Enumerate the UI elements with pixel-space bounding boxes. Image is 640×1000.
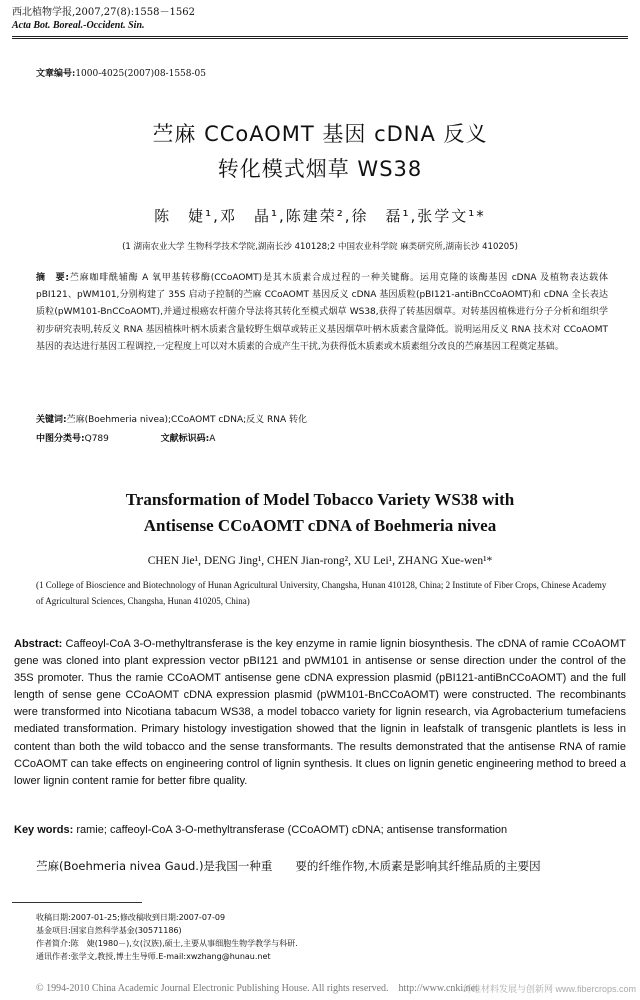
- en-abstract-label: Abstract:: [14, 638, 63, 650]
- watermark: 纤维材料发展与创新网 www.fibercrops.com: [462, 984, 636, 994]
- article-number-value: 1000-4025(2007)08-1558-05: [75, 69, 206, 79]
- header-rule-1: [12, 36, 628, 37]
- en-title-line2: Antisense CCoAOMT cDNA of Boehmeria nivea: [143, 516, 497, 535]
- cn-title-line1: 苎麻 CCoAOMT 基因 cDNA 反义: [152, 122, 488, 146]
- header-rule-2: [12, 38, 628, 39]
- cn-abstract-text: 苎麻咖啡酰辅酶 A 氧甲基转移酶(CCoAOMT)是其木质素合成过程的一种关键酶。运用克隆的该酶基因 cDNA 及植物表达载体 pBI121、pWM101,分别构建了 35S 启动子控制的苎麻 CCoAOMT 基因反义 cDNA 基因质粒(pBI121-antiBnCCoAOMT)和 cDNA 全长表达质粒(pWM101-BnCCoAOMT),并通过根癌农杆菌介导法将其转化至模式烟草 WS38,获得了转基因烟草。对转基因植株进行分子分析和组织学初步研究表明,转反义 RNA 基因植株叶柄木质素含量较野生烟草或转正义基因烟草叶柄木质素含量降低。说明运用反义 RNA 技术对 CCoAOMT 基因的表达进行基因工程调控,一定程度上可以对木质素的合成产生干扰,为获得低木质素或木质素组分改良的苎麻基因工程奠定基础。: [36, 273, 608, 352]
- cn-abstract: [36, 270, 608, 356]
- footnote-corresponding: 通讯作者:张学文,教授,博士生导师.E-mail:xwzhang@hunau.net: [36, 952, 271, 961]
- en-abstract-text: Caffeoyl-CoA 3-O-methyltransferase is the key enzyme in ramie lignin biosynthesis. The cDNA of ramie CCoAOMT gene was cloned into plant expression vector pBI121 and pWM101 in antisense or sense direction under the control of the 35S promoter. Thus the ramie CCoAOMT antisense gene cDNA expression plasmid (pBI121-antiBnCCoAOMT) and the full length of sense gene CCoAOMT cDNA expression plasmid (pWM101-BnCCoAOMT) were constructed. The recombinants were transformed into Nicotiana tabacum WS38, a model tobacco variety for lignin research, via Agrobacterium tumefaciens mediated transformation. Primary histology investigation showed that the lignin in leafstalk of transgenic plantlets is less in content than both the wild tobacco and the sense transformants. The results demonstrated that the antisense RNA of ramie CCoAOMT can take effects on engineering control of lignin synthesis. It clues on lignin genetic engineering method to breed a lower lignin content ramie for better fibre quality.: [14, 638, 626, 787]
- en-authors: CHEN Jie¹, DENG Jing¹, CHEN Jian-rong², XU Lei¹, ZHANG Xue-wen¹*: [147, 555, 493, 567]
- article-number-label: 文章编号:: [36, 69, 76, 79]
- journal-en: Acta Bot. Boreal.-Occident. Sin.: [12, 20, 145, 31]
- en-keywords-text: ramie; caffeoyl-CoA 3-O-methyltransferase (CCoAOMT) cDNA; antisense transformation: [76, 824, 508, 836]
- en-keywords: [14, 824, 626, 836]
- footnote-author: 作者简介:陈 婕(1980－),女(汉族),硕士,主要从事细胞生物学教学与科研.: [36, 939, 298, 948]
- footnote-received: 收稿日期:2007-01-25;修改稿收到日期:2007-07-09: [36, 913, 226, 922]
- en-title-line1: Transformation of Model Tobacco Variety WS38 with: [125, 490, 515, 509]
- cn-abstract-label: 摘 要:: [36, 273, 70, 283]
- copyright-line: © 1994-2010 China Academic Journal Electronic Publishing House. All rights reserved. http://www.cnki.net: [36, 983, 478, 994]
- cn-doc-label: 文献标识码:: [160, 434, 210, 444]
- en-keywords-label: Key words:: [14, 824, 74, 836]
- cn-authors: 陈 婕¹,邓 晶¹,陈建荣²,徐 磊¹,张学文¹*: [154, 207, 486, 225]
- cn-keywords-label: 关键词:: [36, 415, 67, 425]
- cn-title-line2: 转化模式烟草 WS38: [217, 157, 423, 181]
- journal-cn: 西北植物学报,2007,27(8):1558－1562: [12, 7, 195, 18]
- journal-header: [12, 6, 195, 32]
- en-abstract: [14, 636, 626, 790]
- cn-class-label: 中图分类号:: [36, 434, 85, 444]
- body-text-start: 苎麻(Boehmeria nivea Gaud.)是我国一种重 要的纤维作物,木质素是影响其纤维品质的主要因: [36, 859, 541, 873]
- cn-keywords-text: 苎麻(Boehmeria nivea);CCoAOMT cDNA;反义 RNA 转化: [66, 415, 307, 425]
- article-number: [36, 66, 206, 79]
- cn-affiliation: (1 湖南农业大学 生物科学技术学院,湖南长沙 410128;2 中国农业科学院 麻类研究所,湖南长沙 410205): [122, 242, 518, 252]
- cn-class-value: Q789: [84, 434, 109, 444]
- cn-keywords: [36, 412, 307, 425]
- cn-classification: [36, 431, 215, 444]
- en-affiliation: (1 College of Bioscience and Biotechnology of Hunan Agricultural University, Changsha, Hunan 410128, China; 2 Institute of Fiber Crops, Chinese Academy of Agricultural Sciences, Changsha, Hunan 410205, China): [36, 580, 607, 606]
- footnote-fund: 基金项目:国家自然科学基金(30571186): [36, 926, 182, 935]
- cn-doc-value: A: [209, 434, 216, 444]
- footnote-rule: [12, 902, 142, 903]
